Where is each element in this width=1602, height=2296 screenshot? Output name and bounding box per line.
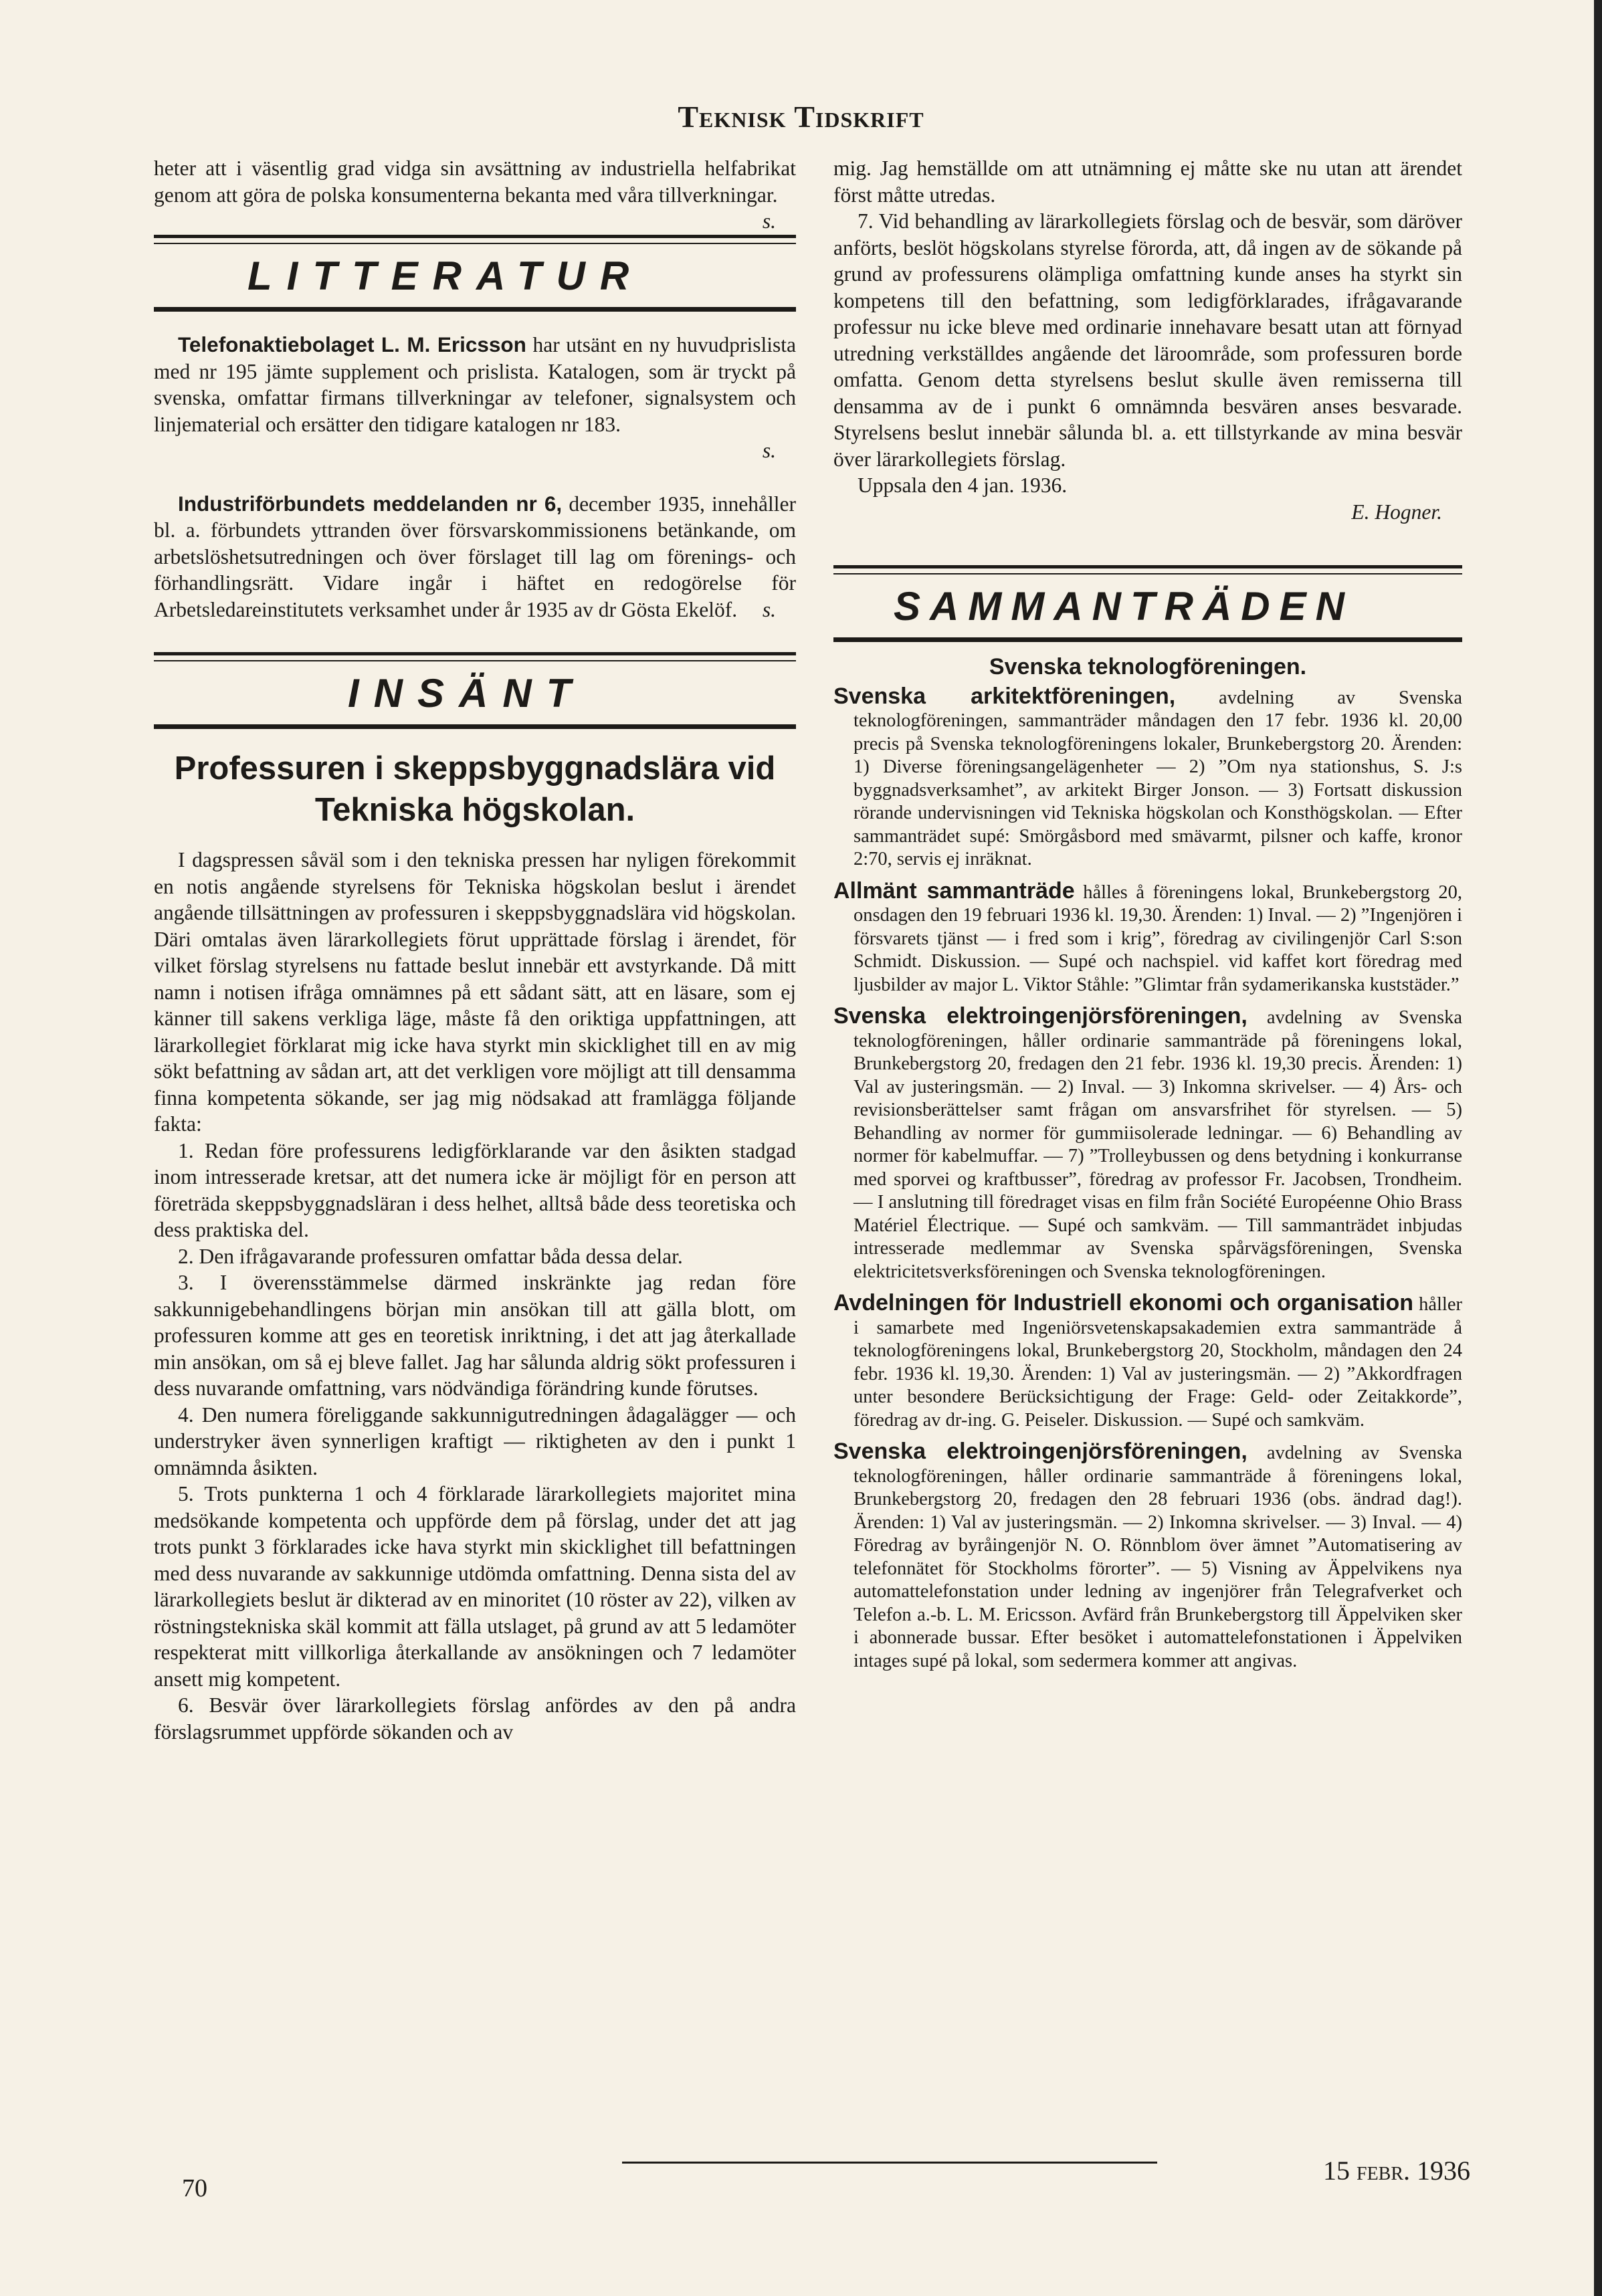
article-title: Professuren i skeppsbyggnadslära vid Tekniska högskolan.	[174, 750, 776, 828]
intro-text: heter att i väsentlig grad vidga sin avsättning av industriella helfabrikat genom att göra de polska konsumenterna bekanta med våra tillverkningar.	[154, 156, 796, 207]
masthead: Teknisk Tidskrift	[678, 100, 924, 134]
article-paragraph: I dagspressen såväl som i den tekniska pressen har nyligen förekommit en notis angående styrelsens för Tekniska högskolan beslut i ärendet angående tillsättningen av professuren i skeppsbyggnadslära vid högskolan. Däri omtalas även lärarkollegiets förut upprättade förslag i ärendet, för vilket förslag styrelsens nu fattade beslut innebär ett avstyrkande. Då mitt namn i notisen ifråga omnämnes på ett sådant sätt, att en läsare, som ej känner till sakens verkliga läge, måste få den oriktiga uppfattningen, att lärarkollegiet förklarat mig icke hava styrkt min skicklighet till en av mig sökt befattning av sådan art, att det verkligen vore möjligt att till densamma finna kompetenta sökande, ser jag mig nödsakad att framlägga följande fakta:	[154, 848, 796, 1136]
article-paragraph-7: 7. Vid behandling av lärarkollegiets förslag och de besvär, som däröver anförts, beslöt högskolans styrelse förorda, att, då ingen av de sökande på grund av professurens olämpliga omfattning kunde anses ha styrkt sin kompetens till den befattning, som ledigförklarades, ifrågavarande professur nu icke bleve med ordinarie innehavare besatt utan att förnyad utredning verkställdes angående det läroområde, som professuren borde omfatta. Genom detta styrelsens beslut skulle även remisserna till densamma av de i punkt 6 omnämnda besvären anses besvarade. Styrelsens beslut innebär sålunda bl. a. ett tillstyrkande av mina besvär över lärarkollegiets förslag.	[833, 209, 1462, 471]
meeting-item	[833, 1440, 1462, 1673]
meeting-text: hålles å föreningens lokal, Brunkebergstorg 20, onsdagen den 19 februari 1936 kl. 19,30. Ärenden: 1) Inval. — 2) ”Ingenjören i försvarets tjänst — i fred som i krig”, föredrag av civilingenjör Carl S:son Schmidt. Diskussion. — Supé och nachspiel. vid kaffet kort föredrag med ljusbilder av major L. Viktor Ståhle: ”Glimtar från sydamerikanska kuststäder.”	[854, 881, 1462, 995]
issue-date	[1323, 2155, 1470, 2186]
litteratur-item-2	[154, 491, 796, 623]
meeting-text: avdelning av Svenska teknologföreningen, sammanträder måndagen den 17 febr. 1936 kl. 20,00 precis på Svenska teknologföreningens lokaler, Brunkebergstorg 20. Ärenden: 1) Diverse föreningsangelägenheter — 2) ”Om nya stationshus, S. J:s byggnadsverksamhet”, av arkitekt Birger Jonson. — 3) Fortsatt diskussion rörande undervisningen vid Tekniska högskolan och Konsthögskolan. — Efter sammanträdet supé: Smörgåsbord med smävarmt, pilsner och kaffe, kronor 2:70, servis ej inräknat.	[854, 687, 1462, 869]
item-1-signature: s.	[762, 439, 776, 462]
article-paragraph: 1. Redan före professurens ledigförklarande var den åsikten stadgad inom intresserade kretsar, att det numera icke är möjligt för en person att företräda skeppsbyggnadsläran i dess helhet, alltså både dess teoretiska och dess praktiska del.	[154, 1138, 796, 1241]
page-number: 70	[182, 2174, 207, 2202]
article-paragraph: 4. Den numera föreliggande sakkunnigutredningen ådagalägger — och understryker även synnerligen kraftigt — riktigheten av den i punkt 1 omnämnda åsikten.	[154, 1402, 796, 1479]
meeting-item	[833, 1291, 1462, 1432]
subheading: Svenska teknologföreningen.	[989, 654, 1307, 680]
article-paragraph: 3. I överensstämmelse därmed inskränkte jag redan före sakkunnigebehandlingens början min ansökan till att gälla blott, om professuren komme att ges en teoretisk inriktning, i det att jag återkallade min ansökan, om så ej bleve fallet. Jag har sålunda aldrig sökt professuren i dess nuvarande omfattning, vars nödvändiga förändring kunde förutses.	[154, 1271, 796, 1400]
meeting-item	[833, 879, 1462, 997]
item-1-lead: Telefonaktiebolaget L. M. Ericsson	[178, 332, 526, 356]
intro-signature: s.	[762, 209, 776, 233]
insant-heading: INSÄNT	[348, 671, 586, 716]
place-date: Uppsala den 4 jan. 1936.	[858, 474, 1068, 497]
article-paragraph: 6. Besvär över lärarkollegiets förslag anfördes av den på andra förslagsrummet uppförde sökanden och av	[154, 1693, 796, 1744]
litteratur-heading: LITTERATUR	[247, 253, 644, 298]
meeting-lead: Svenska elektroingenjörsföreningen,	[833, 1439, 1247, 1464]
meeting-text: håller i samarbete med Ingeniörsvetenskapsakademien extra sammanträde å teknologföreningens lokal, Brunkebergstorg 20, Stockholm, måndagen den 24 febr. 1936 kl. 19,30. Ärenden: 1) Val av justeringsmän. — 2) ”Akkordfragen unter besondere Berücksichtigung der Frage: Geld- oder Zeitakkorde”, föredrag av dr-ing. G. Peiseler. Diskussion. — Supé och samkväm.	[854, 1294, 1462, 1431]
meeting-item	[833, 1005, 1462, 1283]
continuation-paragraph: mig. Jag hemställde om att utnämning ej måtte ske nu utan att ärendet först måtte utredas.	[833, 156, 1462, 207]
left-column	[154, 155, 796, 1745]
litteratur-top-rule	[154, 235, 796, 244]
sammantraden-heading: SAMMANTRÄDEN	[894, 584, 1354, 629]
item-2-text: december 1935, innehåller bl. a. förbundets yttranden över försvarskommissionens betänkande, om arbetslöshetsutredningen och över förslaget till lag om förenings- och förhandlingsrätt. Vidare ingår i häftet en redogörelse för Arbetsledareinstitutets verksamhet under år 1935 av dr Gösta Ekelöf.	[154, 492, 796, 621]
sammantraden-top-rule	[833, 565, 1462, 575]
meeting-lead: Svenska elektroingenjörsföreningen,	[833, 1003, 1247, 1029]
article-paragraph: 5. Trots punkterna 1 och 4 förklarade lärarkollegiets majoritet mina medsökande kompetenta och uppförde dem på förslag, under det att jag trots punkt 3 förklarades icke hava styrkt min skicklighet till befattningen med dess nuvarande av sakkunnige utdömda omfattning. Denna sista del av lärarkollegiets beslut är dikterad av en minoritet (10 röster av 22), vilken av röstningstekniska skäl kommit att fälla utslaget, på grund av att 5 ledamöter respekterat mitt villkorliga återkallande av ansökningen och 7 ledamöter ansett mig kompetent.	[154, 1482, 796, 1691]
footer-rule	[622, 2162, 1157, 2164]
insant-bottom-rule	[154, 724, 796, 729]
meeting-lead: Svenska arkitektföreningen,	[833, 683, 1176, 709]
litteratur-bottom-rule	[154, 307, 796, 312]
meeting-item	[833, 685, 1462, 871]
intro-paragraph	[154, 155, 796, 233]
item-1-text: har utsänt en ny huvudprislista med nr 195 jämte supplement och prislista. Katalogen, som är tryckt på svenska, omfattar firmans tillverkningar av telefoner, signalsystem och linjematerial och ersätter den tidigare katalogen nr 183.	[154, 333, 796, 436]
right-column	[833, 155, 1462, 1681]
article-paragraph: 2. Den ifrågavarande professuren omfattar båda dessa delar.	[178, 1244, 683, 1268]
meeting-text: avdelning av Svenska teknologföreningen, håller ordinarie sammanträde på föreningens lokal, Brunkebergstorg 20, fredagen den 21 febr. 1936 kl. 19,30 precis. Ärenden: 1) Val av justeringsmän. — 2) Inval. — 3) Inkomna skrivelser. — 4) Års- och revisionsberättelser samt frågan om ansvarsfrihet för styrelsen. — 5) Behandling av normer för gummiisolerade ledningar. — 6) Behandling av normer för kabelmuffar. — 7) ”Trolleybussen og dens betydning i konkurranse med sporvei og kraftbusser”, föredrag av professor Fr. Jacobsen, Trondheim. — I anslutning till föredraget visas en film från Société Européenne Ohio Brass Matériel Électrique. — Supé och samkväm. — Till sammanträdet inbjudas intresserade medlemmar av Svenska spårvägsföreningen, Svenska elektricitetsverksföreningen och Svenska teknologföreningen.	[854, 1007, 1463, 1282]
item-2-lead: Industriförbundets meddelanden nr 6,	[178, 491, 563, 516]
litteratur-item-1	[154, 332, 796, 437]
insant-top-rule	[154, 652, 796, 661]
meeting-lead: Avdelningen för Industriell ekonomi och organisation	[833, 1290, 1413, 1316]
sammantraden-bottom-rule	[833, 637, 1462, 642]
author-signature: E. Hogner.	[1351, 500, 1442, 524]
meeting-text: avdelning av Svenska teknologföreningen, håller ordinarie sammanträde å föreningens lokal, Brunkebergstorg 20, fredagen den 28 februari 1936 (obs. ändrad dag!). Ärenden: 1) Val av justeringsmän. — 2) Inkomna skrivelser. — 3) Inval. — 4) Föredrag av byråingenjör N. O. Rönnblom över ämnet ”Automatisering av telefonnätet för Stockholms förorter”. — 5) Visning av Äppelvikens nya automattelefonstation under ledning av ingenjörer från Telegrafverket och Telefon a.-b. L. M. Ericsson. Avfärd från Brunkebergstorg till Äppelviken sker i abonnerade bussar. Efter besöket i automattelefonstationen i Äppelviken intages supé på lokal, som sedermera kommer att angivas.	[854, 1443, 1463, 1671]
page-edge	[1594, 0, 1602, 2296]
item-2-signature: s.	[762, 597, 776, 621]
issue-date-text: 15 febr. 1936	[1323, 2156, 1471, 2186]
meeting-lead: Allmänt sammanträde	[833, 877, 1075, 904]
